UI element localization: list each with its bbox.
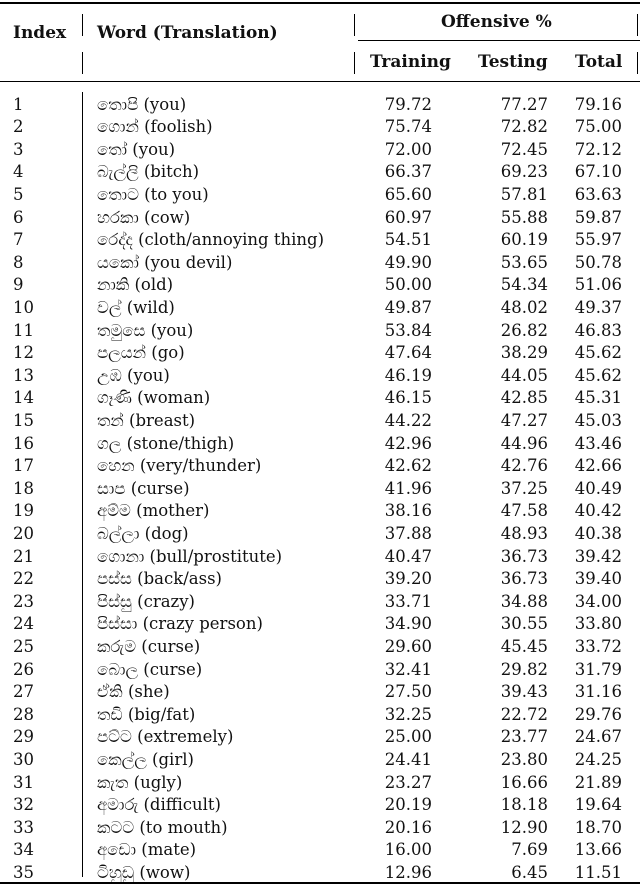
table-row (0, 410, 640, 433)
row-total: 45.03 (574, 410, 622, 430)
table-row (0, 704, 640, 727)
row-training: 42.62 (384, 456, 432, 476)
row-training: 33.71 (384, 591, 432, 611)
row-word: ගොන් (foolish) (97, 117, 213, 137)
row-testing: 38.29 (500, 343, 548, 363)
row-testing: 34.88 (500, 591, 548, 611)
row-training: 65.60 (384, 184, 432, 204)
row-word: පලයන් (go) (97, 343, 185, 363)
table-row (0, 342, 640, 365)
row-training: 40.47 (384, 546, 432, 566)
row-word: බැල්ලි (bitch) (97, 162, 200, 182)
row-training: 72.00 (384, 139, 432, 159)
row-total: 45.31 (574, 388, 622, 408)
row-total: 45.62 (574, 365, 622, 385)
row-training: 46.15 (384, 388, 432, 408)
row-total: 43.46 (574, 433, 622, 453)
row-testing: 57.81 (500, 184, 548, 204)
row-index: 11 (13, 320, 34, 340)
table-row (0, 116, 640, 139)
row-word: කැත (ugly) (97, 772, 183, 792)
row-total: 11.51 (574, 862, 622, 882)
row-total: 24.25 (574, 749, 622, 769)
row-index: 20 (13, 523, 34, 543)
row-index: 10 (13, 297, 34, 317)
row-index: 33 (13, 817, 34, 837)
table-row (0, 161, 640, 184)
row-index: 29 (13, 727, 34, 747)
row-testing: 69.23 (500, 162, 548, 182)
row-word: කරුම (curse) (97, 636, 201, 656)
row-total: 59.87 (574, 207, 622, 227)
row-total: 31.79 (574, 659, 622, 679)
row-index: 15 (13, 410, 34, 430)
row-testing: 54.34 (500, 275, 548, 295)
row-word: තමුසෙ (you) (97, 320, 194, 340)
row-testing: 16.66 (500, 772, 548, 792)
row-training: 23.27 (384, 772, 432, 792)
header-separator-index (82, 14, 83, 36)
row-word: අමාරු (difficult) (97, 795, 221, 815)
row-word: අඩො (mate) (97, 840, 197, 860)
row-testing: 47.58 (500, 501, 548, 521)
row-index: 17 (13, 456, 34, 476)
row-index: 12 (13, 343, 34, 363)
row-training: 44.22 (384, 410, 432, 430)
row-training: 66.37 (384, 162, 432, 182)
row-index: 24 (13, 614, 34, 634)
row-training: 32.41 (384, 659, 432, 679)
row-testing: 72.45 (500, 139, 548, 159)
header-group-rule (358, 40, 640, 41)
table-row (0, 297, 640, 320)
row-training: 47.64 (384, 343, 432, 363)
row-index: 28 (13, 704, 34, 724)
row-total: 39.40 (574, 569, 622, 589)
row-testing: 26.82 (500, 320, 548, 340)
header-word: Word (Translation) (97, 23, 278, 43)
row-total: 40.42 (574, 501, 622, 521)
row-word: පට්ට (extremely) (97, 727, 234, 747)
row-training: 29.60 (384, 636, 432, 656)
row-training: 20.19 (384, 795, 432, 815)
row-testing: 39.43 (500, 682, 548, 702)
header-separator-right (637, 14, 638, 36)
row-training: 50.00 (384, 275, 432, 295)
row-total: 33.80 (574, 614, 622, 634)
row-testing: 37.25 (500, 478, 548, 498)
row-testing: 22.72 (500, 704, 548, 724)
row-training: 37.88 (384, 523, 432, 543)
row-index: 4 (13, 162, 24, 182)
row-index: 25 (13, 636, 34, 656)
row-word: තෝ (you) (97, 139, 176, 159)
row-index: 7 (13, 230, 24, 250)
table-row (0, 229, 640, 252)
table-bottom-rule (0, 882, 640, 884)
row-total: 72.12 (574, 139, 622, 159)
table-row (0, 184, 640, 207)
row-training: 12.96 (384, 862, 432, 882)
row-index: 35 (13, 862, 34, 882)
row-total: 42.66 (574, 456, 622, 476)
row-index: 32 (13, 795, 34, 815)
row-testing: 47.27 (500, 410, 548, 430)
table-row (0, 387, 640, 410)
row-word: හෙන (very/thunder) (97, 456, 262, 476)
header-separator-word-sub (354, 52, 355, 74)
row-word: ඒකි (she) (97, 682, 170, 702)
row-index: 2 (13, 117, 24, 137)
row-index: 23 (13, 591, 34, 611)
row-training: 75.74 (384, 117, 432, 137)
row-index: 8 (13, 252, 24, 272)
row-training: 20.16 (384, 817, 432, 837)
row-index: 9 (13, 275, 24, 295)
row-word: උඹ (you) (97, 365, 170, 385)
row-testing: 72.82 (500, 117, 548, 137)
row-testing: 44.96 (500, 433, 548, 453)
row-total: 51.06 (574, 275, 622, 295)
row-word: වල් (wild) (97, 297, 175, 317)
header-total: Total (575, 52, 623, 72)
row-total: 55.97 (574, 230, 622, 250)
row-total: 63.63 (574, 184, 622, 204)
row-training: 32.25 (384, 704, 432, 724)
row-testing: 53.65 (500, 252, 548, 272)
table-row (0, 681, 640, 704)
row-testing: 55.88 (500, 207, 548, 227)
row-testing: 12.90 (500, 817, 548, 837)
row-total: 40.38 (574, 523, 622, 543)
header-separator-index-sub (82, 52, 83, 74)
table-row (0, 478, 640, 501)
row-word: අම්ම (mother) (97, 501, 210, 521)
row-training: 41.96 (384, 478, 432, 498)
table-row (0, 320, 640, 343)
row-word: නාකි (old) (97, 275, 174, 295)
header-separator-word (354, 14, 355, 36)
row-total: 24.67 (574, 727, 622, 747)
row-testing: 29.82 (500, 659, 548, 679)
table-row (0, 523, 640, 546)
header-offensive: Offensive % (441, 12, 552, 32)
row-index: 6 (13, 207, 24, 227)
table-row (0, 591, 640, 614)
row-training: 60.97 (384, 207, 432, 227)
row-training: 24.41 (384, 749, 432, 769)
row-training: 79.72 (384, 94, 432, 114)
row-total: 50.78 (574, 252, 622, 272)
table-row (0, 207, 640, 230)
row-total: 13.66 (574, 840, 622, 860)
row-index: 5 (13, 184, 24, 204)
row-training: 46.19 (384, 365, 432, 385)
table-row (0, 613, 640, 636)
row-testing: 42.85 (500, 388, 548, 408)
table-row (0, 274, 640, 297)
table-row (0, 817, 640, 840)
row-word: පිස්සු (crazy) (97, 591, 195, 611)
header-separator-right-sub (637, 52, 638, 74)
row-index: 14 (13, 388, 34, 408)
row-index: 22 (13, 569, 34, 589)
row-index: 31 (13, 772, 34, 792)
row-word: හරකා (cow) (97, 207, 191, 227)
row-index: 21 (13, 546, 34, 566)
row-testing: 77.27 (500, 94, 548, 114)
table-top-rule (0, 2, 640, 4)
row-testing: 7.69 (511, 840, 548, 860)
row-word: ගොනා (bull/prostitute) (97, 546, 283, 566)
row-word: බොල (curse) (97, 659, 203, 679)
row-training: 27.50 (384, 682, 432, 702)
table-row (0, 794, 640, 817)
row-total: 40.49 (574, 478, 622, 498)
row-word: සාප (curse) (97, 478, 190, 498)
row-total: 34.00 (574, 591, 622, 611)
row-training: 49.87 (384, 297, 432, 317)
row-testing: 36.73 (500, 546, 548, 566)
row-word: බල්ලා (dog) (97, 523, 189, 543)
table-row (0, 94, 640, 117)
table-row (0, 433, 640, 456)
row-word: ගෑණි (woman) (97, 388, 211, 408)
row-index: 27 (13, 682, 34, 702)
row-testing: 60.19 (500, 230, 548, 250)
header-training: Training (370, 52, 451, 72)
row-testing: 23.80 (500, 749, 548, 769)
table-row (0, 500, 640, 523)
row-total: 19.64 (574, 795, 622, 815)
row-training: 42.96 (384, 433, 432, 453)
row-testing: 42.76 (500, 456, 548, 476)
row-word: ටිහුඩු (wow) (97, 862, 191, 882)
row-word: පස්ස (back/ass) (97, 569, 222, 589)
row-total: 33.72 (574, 636, 622, 656)
row-total: 49.37 (574, 297, 622, 317)
header-index: Index (13, 23, 67, 43)
row-total: 21.89 (574, 772, 622, 792)
row-training: 39.20 (384, 569, 432, 589)
row-training: 25.00 (384, 727, 432, 747)
table-row (0, 839, 640, 862)
table-row (0, 139, 640, 162)
table-row (0, 365, 640, 388)
row-total: 46.83 (574, 320, 622, 340)
row-total: 67.10 (574, 162, 622, 182)
row-total: 29.76 (574, 704, 622, 724)
table-row (0, 568, 640, 591)
row-word: රෙද්ද (cloth/annoying thing) (97, 230, 325, 250)
row-index: 19 (13, 501, 34, 521)
row-total: 18.70 (574, 817, 622, 837)
header-testing: Testing (478, 52, 548, 72)
row-testing: 45.45 (500, 636, 548, 656)
row-testing: 23.77 (500, 727, 548, 747)
row-word: තොපි (you) (97, 94, 187, 114)
row-word: ගල (stone/thigh) (97, 433, 235, 453)
table-row (0, 455, 640, 478)
row-testing: 48.93 (500, 523, 548, 543)
row-index: 13 (13, 365, 34, 385)
table-row (0, 726, 640, 749)
row-total: 79.16 (574, 94, 622, 114)
row-index: 18 (13, 478, 34, 498)
header-bottom-rule (0, 81, 640, 82)
row-testing: 30.55 (500, 614, 548, 634)
row-index: 34 (13, 840, 34, 860)
row-testing: 44.05 (500, 365, 548, 385)
row-total: 45.62 (574, 343, 622, 363)
table-row (0, 659, 640, 682)
row-total: 39.42 (574, 546, 622, 566)
row-training: 54.51 (384, 230, 432, 250)
row-index: 1 (13, 94, 24, 114)
row-word: තන් (breast) (97, 410, 196, 430)
row-testing: 48.02 (500, 297, 548, 317)
row-training: 49.90 (384, 252, 432, 272)
row-total: 31.16 (574, 682, 622, 702)
row-word: යකෝ (you devil) (97, 252, 233, 272)
row-word: පිස්සා (crazy person) (97, 614, 263, 634)
row-testing: 6.45 (511, 862, 548, 882)
row-index: 3 (13, 139, 24, 159)
row-testing: 36.73 (500, 569, 548, 589)
table-row (0, 546, 640, 569)
table-row (0, 636, 640, 659)
table-row (0, 252, 640, 275)
row-word: තඩි (big/fat) (97, 704, 196, 724)
row-word: තොට (to you) (97, 184, 209, 204)
table-row (0, 749, 640, 772)
row-training: 16.00 (384, 840, 432, 860)
row-training: 38.16 (384, 501, 432, 521)
row-index: 16 (13, 433, 34, 453)
row-training: 53.84 (384, 320, 432, 340)
row-word: කටට (to mouth) (97, 817, 228, 837)
row-testing: 18.18 (500, 795, 548, 815)
row-index: 30 (13, 749, 34, 769)
row-word: කෙල්ල (girl) (97, 749, 194, 769)
row-training: 34.90 (384, 614, 432, 634)
table-row (0, 772, 640, 795)
row-total: 75.00 (574, 117, 622, 137)
row-index: 26 (13, 659, 34, 679)
